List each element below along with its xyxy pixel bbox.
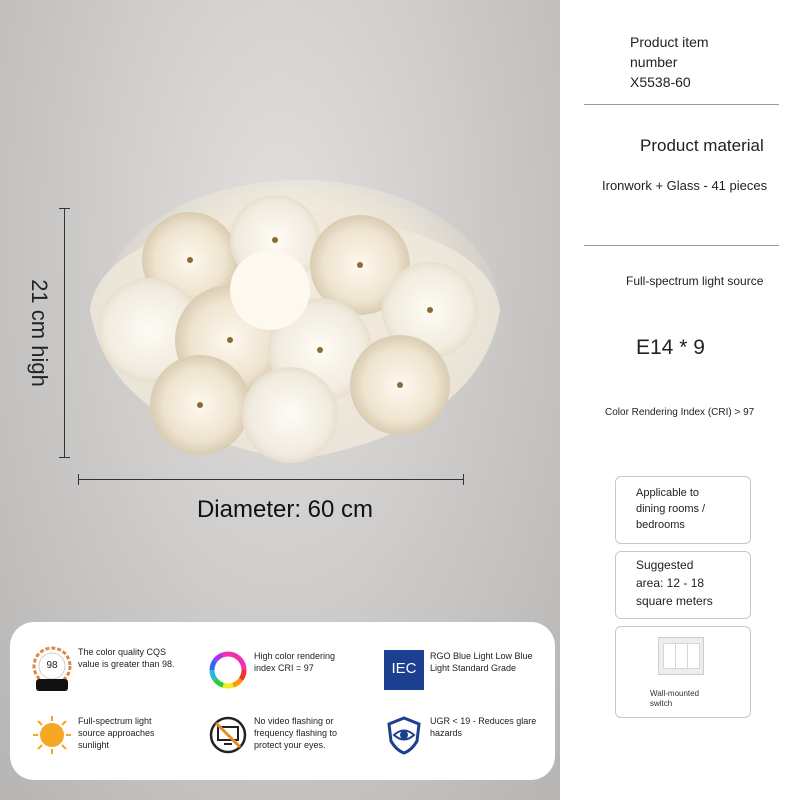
switch-card — [615, 626, 751, 718]
cqs-98-icon — [32, 646, 72, 686]
feature-cri — [208, 650, 354, 690]
height-label: 21 cm high — [27, 279, 52, 387]
no-flicker-icon — [208, 715, 248, 755]
item-number-block — [630, 32, 709, 92]
wall-switch-icon — [658, 637, 704, 675]
feature-text: RGO Blue Light Low Blue Light Standard Grade — [430, 651, 533, 673]
eye-shield-icon — [384, 715, 424, 755]
switch-text — [650, 689, 699, 709]
item-number-value: X5538-60 — [630, 74, 691, 90]
feature-no-flicker — [208, 715, 354, 755]
feature-text: Full-spectrum light source approaches sunlight — [78, 716, 155, 750]
feature-text: The color quality CQS value is greater than 98. — [78, 647, 175, 669]
feature-iec — [384, 650, 540, 690]
rooms-card — [615, 476, 751, 544]
item-number-label-2: number — [630, 54, 678, 70]
rooms-text — [636, 485, 705, 533]
features-panel — [10, 622, 555, 780]
height-dimension-line — [64, 208, 65, 458]
cqs-badge: 98 — [46, 660, 58, 671]
switch-line: switch — [650, 699, 673, 708]
rooms-line: bedrooms — [636, 519, 685, 531]
area-line: square meters — [636, 594, 713, 608]
area-text — [636, 556, 713, 610]
ceiling-lamp-image — [60, 170, 530, 500]
color-ring-icon — [208, 650, 248, 690]
spec-column — [560, 0, 800, 800]
sun-icon — [32, 715, 72, 755]
material-title: Product material — [640, 136, 764, 155]
divider — [584, 245, 779, 246]
feature-text: No video flashing or frequency flashing to protect your eyes. — [254, 716, 338, 750]
iec-logo-icon — [384, 650, 424, 690]
diameter-label: Diameter: 60 cm — [196, 496, 374, 523]
rooms-line: Applicable to — [636, 487, 699, 499]
rooms-line: dining rooms / — [636, 503, 706, 515]
feature-text: UGR < 19 - Reduces glare hazards — [430, 716, 537, 738]
diameter-dimension-line — [78, 479, 464, 480]
area-line: Suggested — [636, 558, 694, 572]
feature-cqs — [32, 646, 178, 686]
light-source-label: Full-spectrum light source — [626, 274, 764, 288]
area-line: area: 12 - 18 — [636, 576, 705, 590]
cri-label: Color Rendering Index (CRI) > 97 — [605, 407, 755, 418]
area-card — [615, 551, 751, 619]
feature-ugr — [384, 715, 540, 755]
feature-full-spectrum — [32, 715, 178, 755]
material-value: Ironwork + Glass - 41 pieces — [602, 178, 768, 193]
bulb-spec: E14 * 9 — [636, 336, 705, 359]
item-number-label: Product item — [630, 34, 709, 50]
iec-badge: IEC — [391, 660, 417, 677]
divider — [584, 104, 779, 105]
glass-flower-lamp — [60, 170, 530, 500]
feature-text: High color rendering index CRI = 97 — [254, 651, 336, 673]
switch-line: Wall-mounted — [650, 689, 700, 698]
